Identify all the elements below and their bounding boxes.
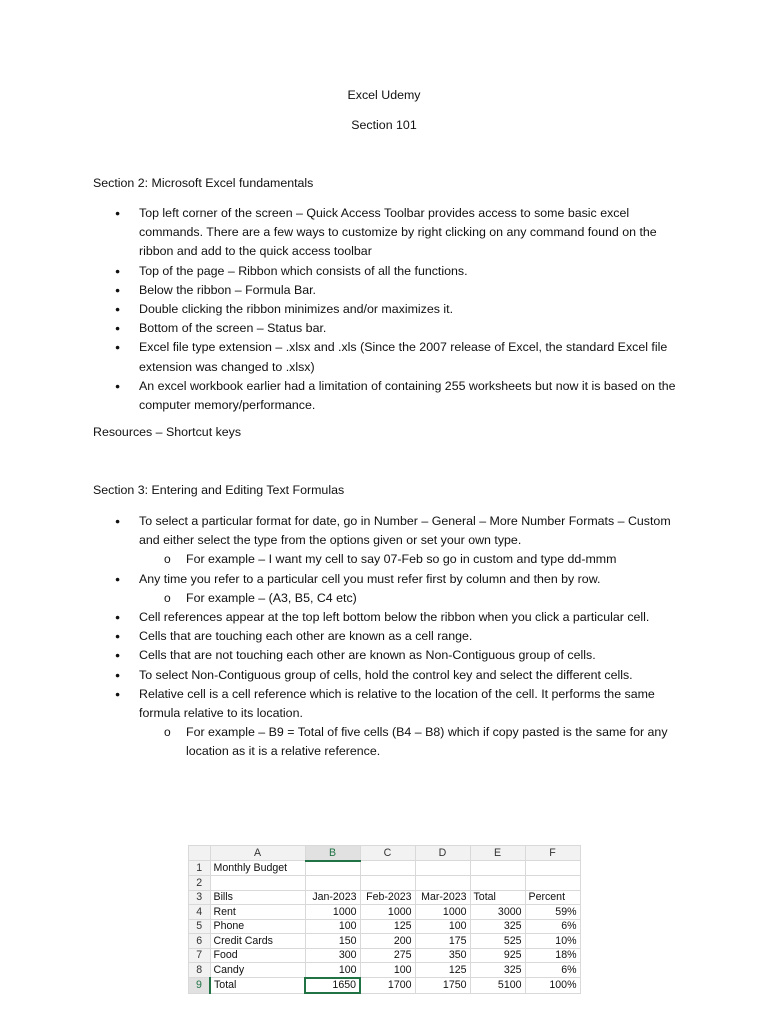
cell: 350 xyxy=(415,948,470,963)
cell xyxy=(210,876,305,891)
cell xyxy=(415,861,470,876)
cell: 10% xyxy=(525,934,580,949)
list-item-text: Any time you refer to a particular cell you must refer first by column and then by row. xyxy=(139,571,601,586)
table-row xyxy=(189,978,581,994)
table-row xyxy=(189,963,581,978)
cell xyxy=(360,861,415,876)
cell: 200 xyxy=(360,934,415,949)
list-item: ● Cells that are touching each other are known as a cell range. xyxy=(139,627,684,646)
cell: Mar-2023 xyxy=(415,890,470,905)
cell xyxy=(305,861,360,876)
cell: 18% xyxy=(525,948,580,963)
cell xyxy=(470,876,525,891)
cell: 125 xyxy=(360,919,415,934)
row-number: 8 xyxy=(189,963,211,978)
cell: 100 xyxy=(415,919,470,934)
cell: 6% xyxy=(525,963,580,978)
list-item: ● Cells that are not touching each other are known as Non-Contiguous group of cells. xyxy=(139,646,684,665)
list-item-text: Relative cell is a cell reference which is relative to the location of the cell. It performs the same formula relative to its location. xyxy=(139,686,655,721)
cell: Rent xyxy=(210,905,305,920)
cell: 300 xyxy=(305,948,360,963)
cell xyxy=(360,876,415,891)
list-item: ● To select Non-Contiguous group of cells, hold the control key and select the different cells. xyxy=(139,666,684,685)
list-item: ● Double clicking the ribbon minimizes and/or maximizes it. xyxy=(139,300,684,319)
table-row xyxy=(189,948,581,963)
cell: Phone xyxy=(210,919,305,934)
cell xyxy=(305,876,360,891)
list-item xyxy=(139,512,684,570)
cell: Jan-2023 xyxy=(305,890,360,905)
table-row xyxy=(189,919,581,934)
cell: 125 xyxy=(415,963,470,978)
column-header: B xyxy=(305,846,360,861)
doc-title: Excel Udemy xyxy=(347,88,421,102)
section3-heading: Section 3: Entering and Editing Text Formulas xyxy=(93,483,345,497)
cell xyxy=(470,861,525,876)
cell: 150 xyxy=(305,934,360,949)
list-item: ● Below the ribbon – Formula Bar. xyxy=(139,281,684,300)
sub-list-item: o For example – B9 = Total of five cells (B4 – B8) which if copy pasted is the same for any location as it is a relative reference. xyxy=(186,723,684,761)
column-header: E xyxy=(470,846,525,861)
row-number: 1 xyxy=(189,861,211,876)
select-all-corner xyxy=(189,846,211,861)
table-row xyxy=(189,905,581,920)
active-cell: 1650 xyxy=(305,978,360,994)
cell xyxy=(525,861,580,876)
cell: 100 xyxy=(360,963,415,978)
row-number: 5 xyxy=(189,919,211,934)
section3-bullet-list xyxy=(139,512,684,762)
row-number: 7 xyxy=(189,948,211,963)
row-number: 6 xyxy=(189,934,211,949)
cell: 5100 xyxy=(470,978,525,994)
row-number: 2 xyxy=(189,876,211,891)
column-header: A xyxy=(210,846,305,861)
cell: 100 xyxy=(305,963,360,978)
cell: Total xyxy=(470,890,525,905)
cell: 175 xyxy=(415,934,470,949)
list-item xyxy=(139,685,684,762)
cell: 100 xyxy=(305,919,360,934)
list-item: ● Top left corner of the screen – Quick Access Toolbar provides access to some basic excel commands. There are a few ways to customize by right clicking on any command found on the ribbon and add to the quick access toolbar xyxy=(139,204,684,262)
table-row xyxy=(189,861,581,876)
resources-line: Resources – Shortcut keys xyxy=(93,425,242,439)
list-item: ● Top of the page – Ribbon which consists of all the functions. xyxy=(139,262,684,281)
table-row xyxy=(189,876,581,891)
cell: Feb-2023 xyxy=(360,890,415,905)
list-item-text: To select a particular format for date, go in Number – General – More Number Formats – Custom and either select the type from the options given or set your own type. xyxy=(139,514,671,548)
cell: 925 xyxy=(470,948,525,963)
budget-spreadsheet-image xyxy=(188,845,581,994)
cell: 1750 xyxy=(415,978,470,994)
cell: 525 xyxy=(470,934,525,949)
row-number: 3 xyxy=(189,890,211,905)
doc-subtitle: Section 101 xyxy=(351,118,417,132)
column-header: F xyxy=(525,846,580,861)
column-header: C xyxy=(360,846,415,861)
cell: Total xyxy=(210,978,305,994)
cell: 3000 xyxy=(470,905,525,920)
list-item: ● Bottom of the screen – Status bar. xyxy=(139,319,684,338)
section2-heading: Section 2: Microsoft Excel fundamentals xyxy=(93,176,314,190)
list-item xyxy=(139,570,684,608)
cell xyxy=(525,876,580,891)
cell: Credit Cards xyxy=(210,934,305,949)
cell: Food xyxy=(210,948,305,963)
cell: Percent xyxy=(525,890,580,905)
row-number: 9 xyxy=(189,978,211,994)
list-item: ● Excel file type extension – .xlsx and .xls (Since the 2007 release of Excel, the standard Excel file extension was changed to .xlsx) xyxy=(139,338,684,376)
cell: 100% xyxy=(525,978,580,994)
cell: Candy xyxy=(210,963,305,978)
cell: 1000 xyxy=(415,905,470,920)
sub-list-item: o For example – (A3, B5, C4 etc) xyxy=(186,589,684,608)
cell: 59% xyxy=(525,905,580,920)
cell: Monthly Budget xyxy=(210,861,305,876)
cell: 1000 xyxy=(305,905,360,920)
section2-bullet-list xyxy=(139,204,684,415)
column-header: D xyxy=(415,846,470,861)
cell xyxy=(415,876,470,891)
list-item: ● Cell references appear at the top left bottom below the ribbon when you click a particular cell. xyxy=(139,608,684,627)
cell: 325 xyxy=(470,963,525,978)
table-row xyxy=(189,890,581,905)
sub-list-item: o For example – I want my cell to say 07-Feb so go in custom and type dd-mmm xyxy=(186,550,684,569)
cell: 325 xyxy=(470,919,525,934)
cell: 275 xyxy=(360,948,415,963)
row-number: 4 xyxy=(189,905,211,920)
table-row xyxy=(189,934,581,949)
column-header-row xyxy=(189,846,581,861)
list-item: ● An excel workbook earlier had a limitation of containing 255 worksheets but now it is based on the computer memory/performance. xyxy=(139,377,684,415)
cell: 1000 xyxy=(360,905,415,920)
cell: Bills xyxy=(210,890,305,905)
cell: 6% xyxy=(525,919,580,934)
cell: 1700 xyxy=(360,978,415,994)
